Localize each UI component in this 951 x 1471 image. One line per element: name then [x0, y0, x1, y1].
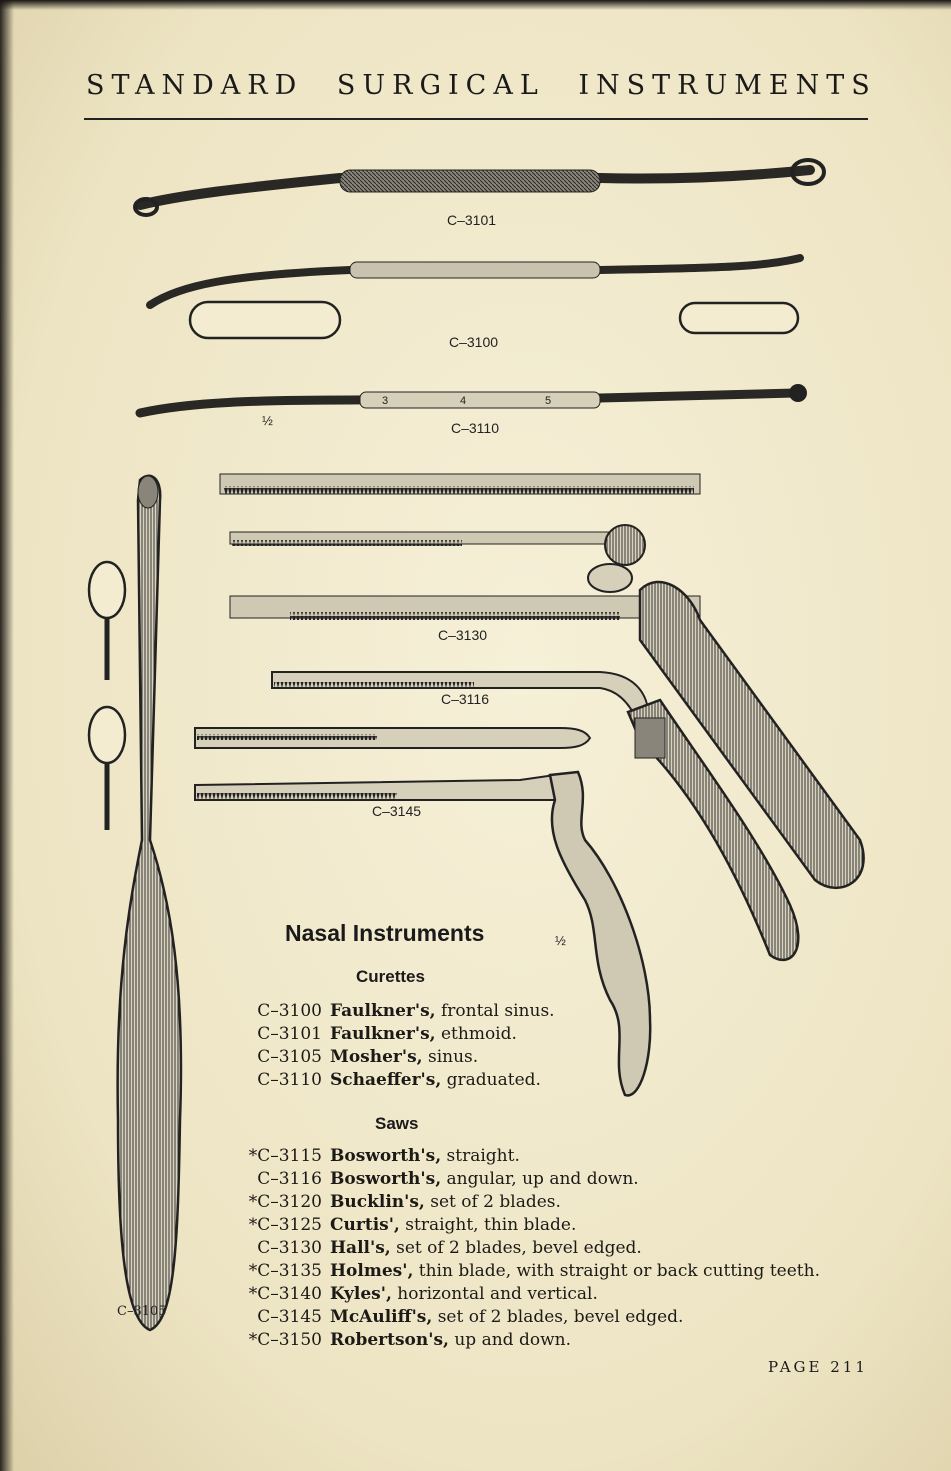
- figure-label-c3100: C–3100: [449, 334, 499, 350]
- list-item: *C–3115 Bosworth's, straight.: [248, 1146, 520, 1166]
- list-item: *C–3135 Holmes', thin blade, with straight or back cutting teeth.: [248, 1261, 820, 1281]
- scale-mark-5: 5: [545, 395, 552, 407]
- list-item: C–3130 Hall's, set of 2 blades, bevel edged.: [257, 1238, 642, 1258]
- curettes-list: [235, 1000, 555, 1092]
- saws-list: [235, 1145, 820, 1352]
- list-item: C–3101 Faulkner's, ethmoid.: [257, 1024, 517, 1044]
- figure-label-c3130: C–3130: [438, 627, 488, 643]
- list-item: C–3116 Bosworth's, angular, up and down.: [257, 1169, 639, 1189]
- instrument-c3110: [140, 384, 807, 413]
- list-item: C–3105 Mosher's, sinus.: [257, 1047, 479, 1067]
- figure-label-c3105: C–3105: [117, 1304, 167, 1319]
- curettes-heading: Curettes: [356, 967, 425, 986]
- figure-label-c3145: C–3145: [372, 803, 422, 819]
- instrument-c3101: [135, 160, 824, 215]
- scale-mark-4: 4: [460, 395, 467, 407]
- list-item: *C–3120 Bucklin's, set of 2 blades.: [248, 1192, 561, 1212]
- list-item: *C–3150 Robertson's, up and down.: [248, 1330, 571, 1350]
- list-item: *C–3125 Curtis', straight, thin blade.: [248, 1215, 577, 1235]
- section-title: Nasal Instruments: [285, 920, 485, 946]
- list-item: C–3145 McAuliff's, set of 2 blades, bevel edged.: [257, 1307, 684, 1327]
- scale-half-mark-saw: ½: [555, 933, 566, 948]
- list-item: C–3100 Faulkner's, frontal sinus.: [257, 1001, 555, 1021]
- figure-label-c3116: C–3116: [441, 691, 490, 707]
- scale-half-mark: ½: [262, 413, 273, 428]
- figure-label-c3101: C–3101: [447, 212, 497, 228]
- scale-mark-3: 3: [382, 395, 389, 407]
- list-item: C–3110 Schaeffer's, graduated.: [257, 1070, 541, 1090]
- instrument-c3100: [150, 258, 800, 338]
- saws-heading: Saws: [375, 1114, 419, 1133]
- page-header-title: STANDARD SURGICAL INSTRUMENTS: [86, 70, 877, 101]
- list-item: *C–3140 Kyles', horizontal and vertical.: [248, 1284, 598, 1304]
- figure-label-c3110: C–3110: [451, 420, 500, 436]
- page-number: PAGE 211: [768, 1358, 868, 1376]
- instrument-c3105: [89, 476, 181, 1330]
